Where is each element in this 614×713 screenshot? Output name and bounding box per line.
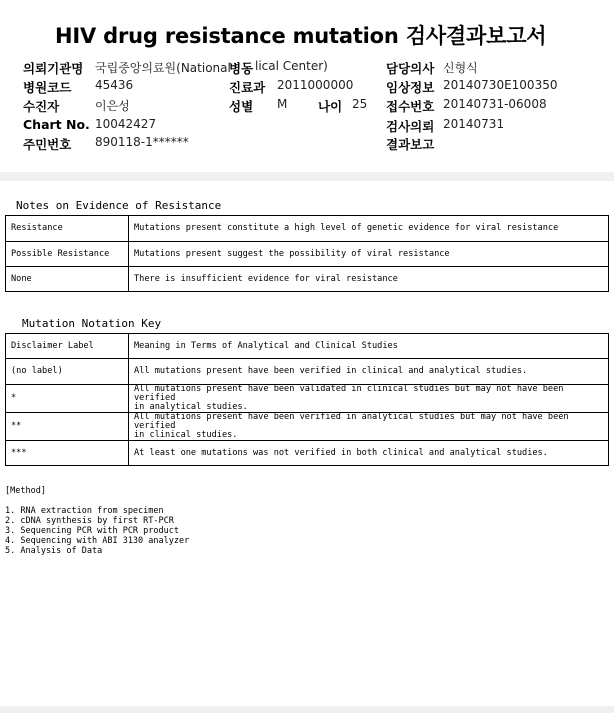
notation-header-text: Meaning in Terms of Analytical and Clinical Studies — [129, 334, 609, 359]
method-heading: [Method] — [5, 486, 46, 496]
notation-text-line: in clinical studies. — [134, 430, 238, 440]
clinical-info-value: 20140730E100350 — [443, 78, 558, 92]
notation-text: At least one mutations was not verified in both clinical and analytical studies. — [129, 441, 609, 466]
age-label: 나이 — [318, 99, 343, 114]
table-row — [6, 413, 609, 441]
notation-heading: Mutation Notation Key — [22, 317, 162, 330]
report-date-label: 결과보고 — [386, 137, 435, 152]
method-step: 3. Sequencing PCR with PCR product — [5, 526, 179, 536]
rrn-label: 주민번호 — [23, 137, 72, 152]
sex-label: 성별 — [229, 99, 254, 114]
method-step: 1. RNA extraction from specimen — [5, 506, 164, 516]
ward-value: lical Center) — [255, 59, 328, 73]
notation-table — [5, 333, 609, 466]
table-row — [6, 359, 609, 385]
table-row — [6, 441, 609, 466]
table-row — [6, 385, 609, 413]
report-body — [0, 181, 614, 706]
notation-label: *** — [6, 441, 129, 466]
method-step: 2. cDNA synthesis by first RT-PCR — [5, 516, 174, 526]
evidence-text: Mutations present suggest the possibility of viral resistance — [129, 242, 609, 267]
patient-label: 수진자 — [23, 99, 60, 114]
request-date-label: 검사의뢰 — [386, 119, 435, 134]
notation-label: (no label) — [6, 359, 129, 385]
evidence-label: None — [6, 267, 129, 292]
table-row — [6, 267, 609, 292]
evidence-label: Resistance — [6, 216, 129, 242]
report-header-area — [0, 0, 614, 172]
evidence-text: Mutations present constitute a high level of genetic evidence for viral resistance — [129, 216, 609, 242]
table-row — [6, 242, 609, 267]
method-section — [5, 486, 189, 556]
ward-label: 병동 — [229, 61, 254, 76]
evidence-heading: Notes on Evidence of Resistance — [16, 199, 222, 212]
table-row — [6, 334, 609, 359]
clinical-info-label: 임상정보 — [386, 80, 435, 95]
report-title: HIV drug resistance mutation 검사결과보고서 — [55, 24, 547, 48]
hospital-code-value: 45436 — [95, 78, 134, 92]
dept-label: 진료과 — [229, 80, 266, 95]
age-value: 25 — [352, 97, 368, 111]
receipt-number-label: 접수번호 — [386, 99, 435, 114]
notation-label: ** — [6, 413, 129, 441]
evidence-text: There is insufficient evidence for viral resistance — [129, 267, 609, 292]
hospital-value: 국립중앙의료원(National — [95, 61, 231, 75]
notation-label: * — [6, 385, 129, 413]
notation-text: All mutations present have been verified in clinical and analytical studies. — [129, 359, 609, 385]
notation-text-line: All mutations present have been verified in analytical studies but may not have been verified — [134, 412, 569, 431]
notation-text-line: All mutations present have been validated in clinical studies but may not have been verified — [134, 384, 564, 403]
notation-text — [129, 385, 609, 413]
doctor-label: 담당의사 — [386, 61, 435, 76]
notation-text — [129, 413, 609, 441]
table-row — [6, 216, 609, 242]
method-step: 4. Sequencing with ABI 3130 analyzer — [5, 536, 190, 546]
chart-number-value: 10042427 — [95, 117, 157, 131]
hospital-label: 의뢰기관명 — [23, 61, 84, 76]
evidence-label: Possible Resistance — [6, 242, 129, 267]
patient-value: 이은성 — [95, 99, 130, 113]
sex-value: M — [277, 97, 288, 111]
dept-value: 2011000000 — [277, 78, 354, 92]
hospital-code-label: 병원코드 — [23, 80, 72, 95]
request-date-value: 20140731 — [443, 117, 505, 131]
notation-header-label: Disclaimer Label — [6, 334, 129, 359]
evidence-table — [5, 215, 609, 292]
notation-text-line: in analytical studies. — [134, 402, 248, 412]
receipt-number-value: 20140731-06008 — [443, 97, 547, 111]
rrn-value: 890118-1****** — [95, 135, 189, 149]
doctor-value: 신형식 — [443, 61, 478, 75]
chart-number-label: Chart No. — [23, 117, 90, 132]
method-step: 5. Analysis of Data — [5, 546, 103, 556]
